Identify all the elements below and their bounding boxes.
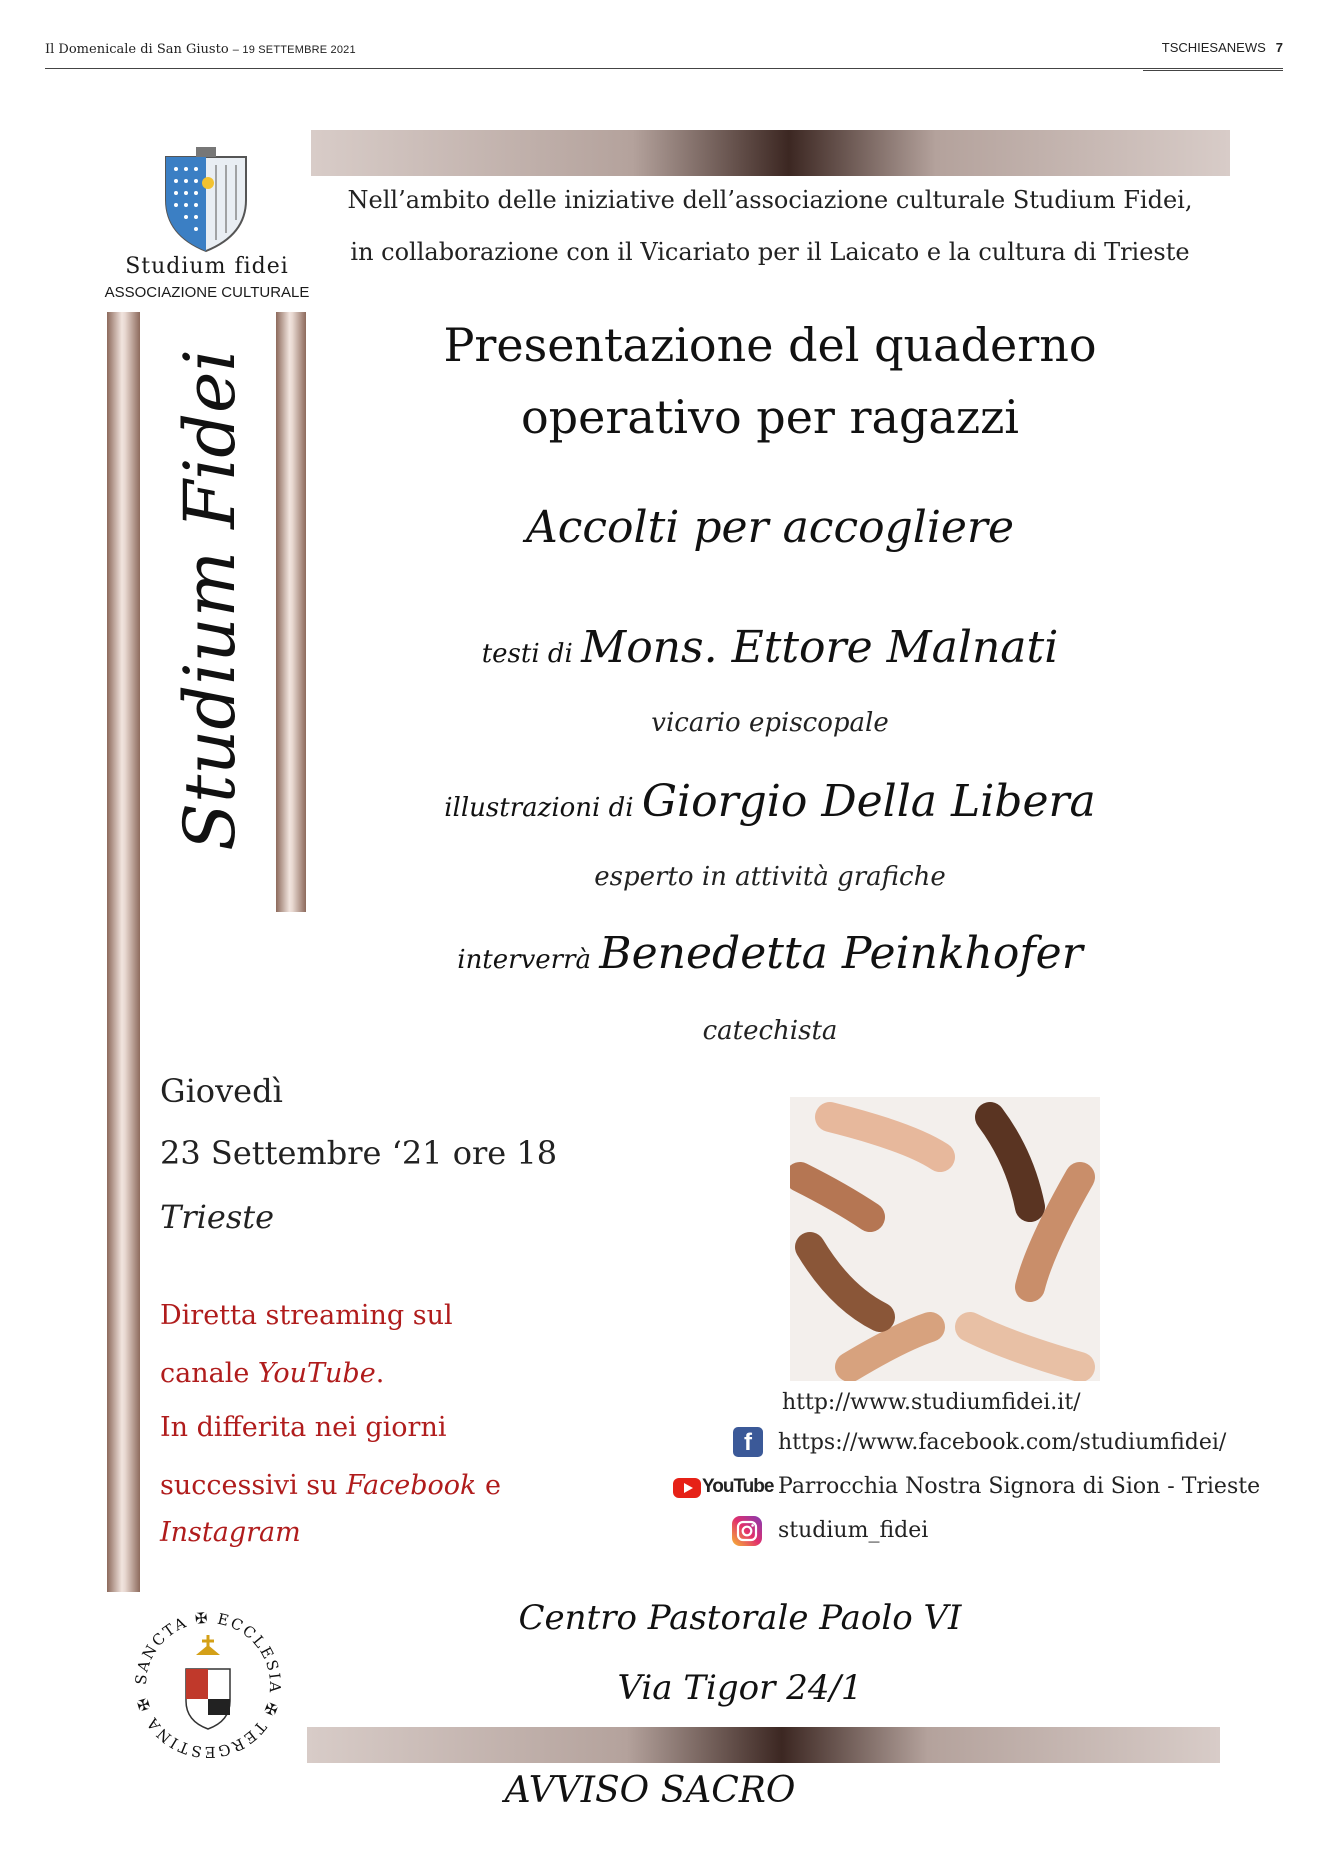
credit-illustrations-role: esperto in attività grafiche <box>594 862 946 892</box>
streaming-line-4 <box>160 1470 501 1501</box>
instagram-handle[interactable]: studium_fidei <box>778 1518 929 1543</box>
credit-texts-name: Mons. Ettore Malnati <box>581 622 1059 673</box>
notice-avviso-sacro: AVVISO SACRO <box>504 1770 796 1811</box>
page-number: 7 <box>1275 40 1283 55</box>
event-day: Giovedì <box>160 1072 283 1110</box>
streaming-line-4c: e <box>476 1470 501 1501</box>
credit-texts-prefix: testi di <box>481 639 582 669</box>
credit-speaker-name: Benedetta Peinkhofer <box>599 928 1083 979</box>
streaming-youtube: YouTube <box>257 1358 376 1389</box>
left-vertical-bar <box>107 312 140 1592</box>
instagram-icon <box>732 1516 762 1546</box>
instagram-glyph-icon <box>732 1516 762 1546</box>
header-publication <box>45 42 356 57</box>
vertical-title <box>155 320 265 880</box>
diocese-seal-icon <box>128 1605 288 1765</box>
facebook-link[interactable]: https://www.facebook.com/studiumfidei/ <box>778 1430 1227 1455</box>
credit-texts-role: vicario episcopale <box>651 708 889 738</box>
header-section <box>1162 40 1283 55</box>
publication-name: Il Domenicale di San Giusto <box>45 42 229 57</box>
vertical-title-text: Studium Fidei <box>169 349 251 851</box>
youtube-wordmark: YouTube <box>702 1476 774 1497</box>
hands-circle-illustration <box>790 1097 1100 1381</box>
streaming-line-4a: successivi su <box>160 1470 347 1501</box>
event-city: Trieste <box>160 1198 275 1236</box>
credit-texts <box>340 622 1200 673</box>
shield-logo-icon <box>158 145 254 255</box>
bottom-gradient-bar <box>307 1727 1220 1763</box>
hands-circle-photo <box>790 1097 1100 1381</box>
streaming-line-3: In differita nei giorni <box>160 1412 447 1443</box>
streaming-line-2a: canale <box>160 1358 258 1389</box>
credit-speaker-prefix: interverrà <box>457 945 600 975</box>
title-line-2: operativo per ragazzi <box>520 390 1020 444</box>
streaming-line-2 <box>160 1358 384 1389</box>
seal-text: SANCTA ✠ ECCLESIA ✠ TERGESTINA ✠ <box>131 1608 285 1762</box>
streaming-line-2c: . <box>375 1358 385 1389</box>
publication-date: – 19 SETTEMBRE 2021 <box>232 44 356 56</box>
credit-illustrations-name: Giorgio Della Libera <box>641 776 1096 827</box>
youtube-channel[interactable]: Parrocchia Nostra Signora di Sion - Trieste <box>778 1474 1261 1499</box>
facebook-icon: f <box>733 1427 763 1457</box>
logo-subtitle: ASSOCIAZIONE CULTURALE <box>104 284 310 301</box>
logo-name: Studium fidei <box>125 254 289 279</box>
top-gradient-bar <box>311 130 1230 176</box>
intro-line-1: Nell’ambito delle iniziative dell’associazione culturale Studium Fidei, <box>347 186 1193 214</box>
streaming-line-5: Instagram <box>160 1517 301 1548</box>
streaming-facebook: Facebook <box>346 1470 477 1501</box>
credit-speaker <box>340 928 1200 979</box>
credit-illustrations-prefix: illustrazioni di <box>444 793 642 823</box>
section-name: TSCHIESANEWS <box>1161 40 1266 55</box>
streaming-line-1: Diretta streaming sul <box>160 1300 453 1331</box>
subtitle: Accolti per accogliere <box>525 502 1015 553</box>
header-rule <box>45 68 1283 69</box>
venue-name: Centro Pastorale Paolo VI <box>518 1598 962 1638</box>
youtube-icon <box>672 1473 774 1503</box>
event-date-time: 23 Settembre ‘21 ore 18 <box>160 1134 558 1172</box>
inner-vertical-bar <box>276 312 306 912</box>
credit-illustrations <box>340 776 1200 827</box>
title-line-1: Presentazione del quaderno <box>443 318 1097 372</box>
venue-address: Via Tigor 24/1 <box>617 1668 863 1708</box>
intro-line-2: in collaborazione con il Vicariato per il Laicato e la cultura di Trieste <box>350 238 1190 266</box>
website-link[interactable]: http://www.studiumfidei.it/ <box>782 1390 1081 1415</box>
header-rule-right <box>1143 70 1283 71</box>
credit-speaker-role: catechista <box>702 1016 838 1046</box>
